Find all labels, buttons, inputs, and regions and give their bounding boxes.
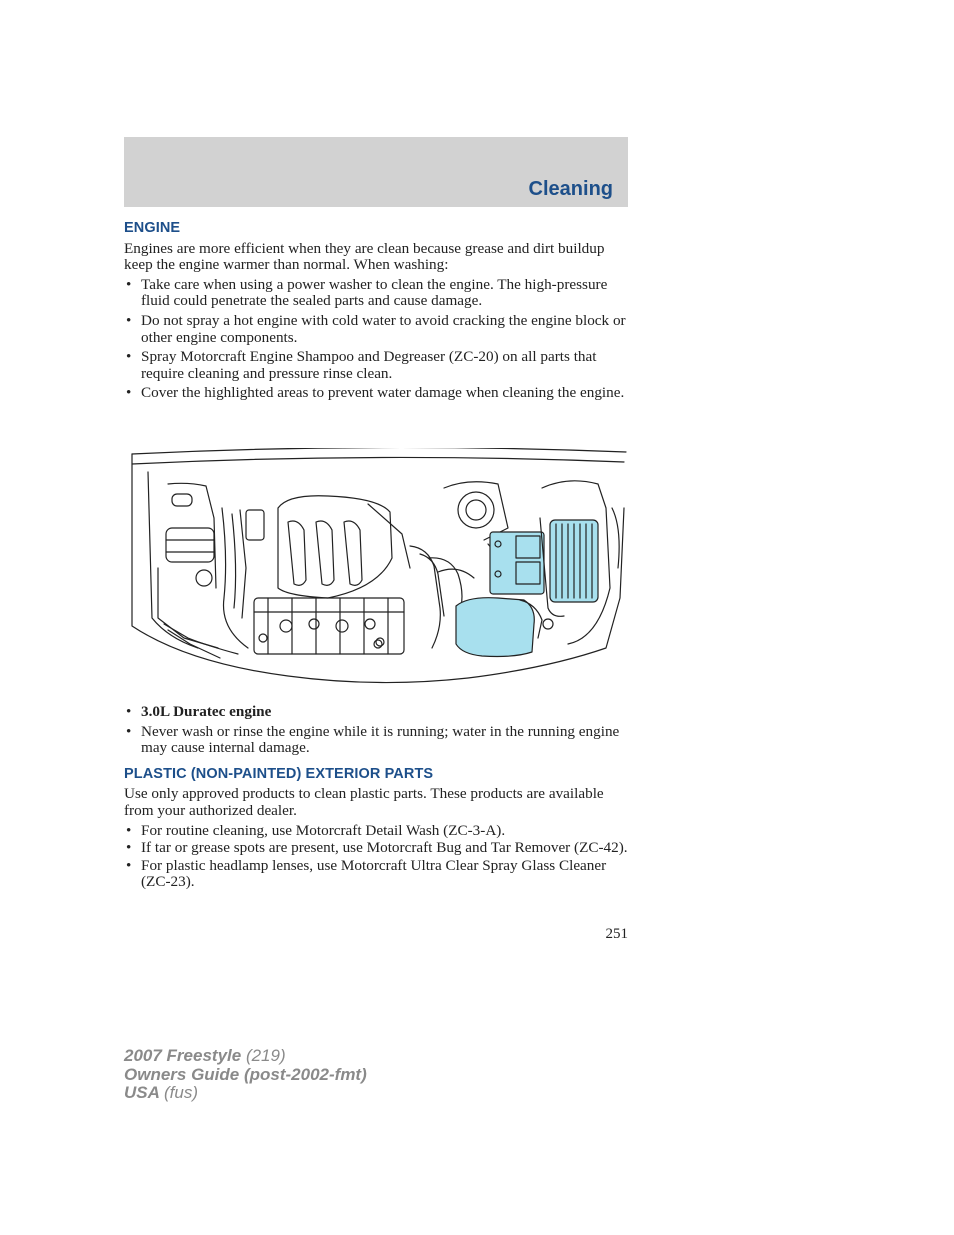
post-figure-list <box>124 704 628 757</box>
page-number: 251 <box>605 926 628 942</box>
list-item: • Never wash or rinse the engine while it is running; water in the running engine may cause internal damage. <box>124 724 628 757</box>
list-item: • For routine cleaning, use Motorcraft Detail Wash (ZC-3-A). <box>124 823 628 840</box>
plastic-intro: Use only approved products to clean plastic parts. These products are available from your authorized dealer. <box>124 785 604 819</box>
footer-line-1 <box>124 1047 367 1066</box>
engine-compartment-illustration <box>128 448 628 690</box>
engine-section <box>124 220 628 405</box>
list-item: • Spray Motorcraft Engine Shampoo and Degreaser (ZC-20) on all parts that require cleaning and pressure rinse clean. <box>124 349 628 382</box>
section-header-band <box>124 137 628 207</box>
footer-model: 2007 Freestyle <box>124 1046 242 1065</box>
footer-line-2: Owners Guide (post-2002-fmt) <box>124 1064 367 1084</box>
footer-market-code: (fus) <box>164 1083 198 1102</box>
plastic-heading: PLASTIC (NON-PAINTED) EXTERIOR PARTS <box>124 765 434 782</box>
engine-heading: ENGINE <box>124 220 181 236</box>
list-item: • For plastic headlamp lenses, use Motorcraft Ultra Clear Spray Glass Cleaner (ZC-23). <box>124 858 628 891</box>
post-figure-section <box>124 701 628 894</box>
list-item: • Cover the highlighted areas to prevent water damage when cleaning the engine. <box>124 385 628 402</box>
section-title: Cleaning <box>528 178 613 200</box>
footer-model-code: (219) <box>245 1046 286 1065</box>
footer-market: USA <box>124 1083 160 1102</box>
figure-caption-text: 3.0L Duratec engine <box>141 703 272 720</box>
footer-line-3 <box>124 1084 367 1103</box>
list-item: • Take care when using a power washer to clean the engine. The high-pressure fluid could penetrate the sealed parts and cause damage. <box>124 277 628 310</box>
list-item: • If tar or grease spots are present, use Motorcraft Bug and Tar Remover (ZC-42). <box>124 840 628 857</box>
engine-bullet-list <box>124 277 628 402</box>
figure-caption <box>124 704 628 721</box>
plastic-bullet-list <box>124 823 628 891</box>
document-footer <box>124 1047 367 1103</box>
list-item: • Do not spray a hot engine with cold water to avoid cracking the engine block or other engine components. <box>124 313 628 346</box>
engine-intro: Engines are more efficient when they are clean because grease and dirt buildup keep the engine warmer than normal. When washing: <box>124 239 605 274</box>
